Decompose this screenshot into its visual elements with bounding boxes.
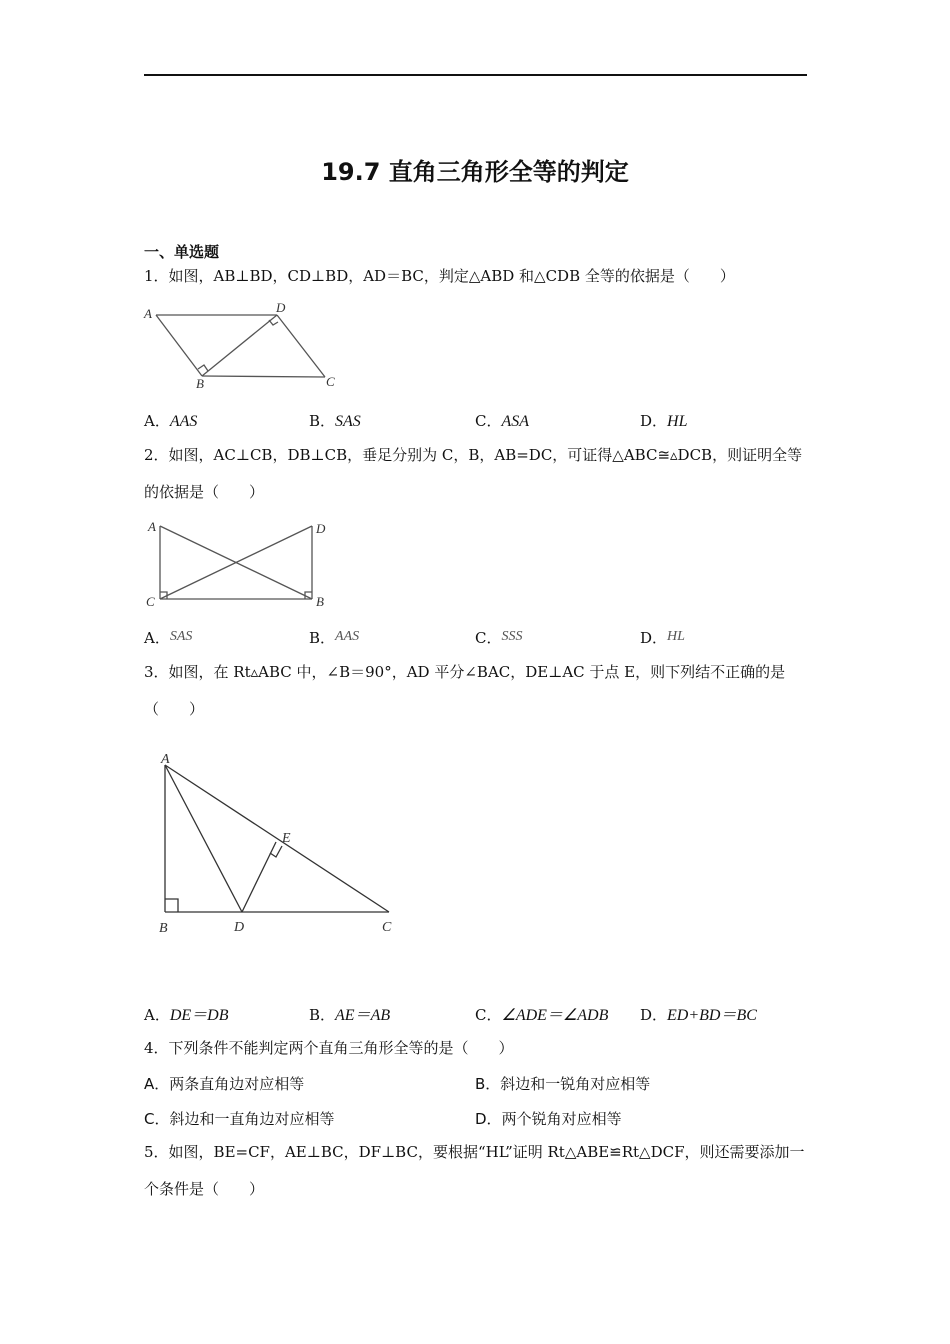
fig1-label-c: C bbox=[326, 374, 335, 389]
question-2-text: 2．如图，AC⊥CB，DB⊥CB，垂足分别为 C，B，AB=DC，可证得△ABC≅▵DCB，则证明全等的依据是（ ） bbox=[144, 446, 803, 501]
question-3 bbox=[144, 654, 806, 728]
fig3-label-b: B bbox=[159, 921, 168, 936]
fig2-label-c: C bbox=[146, 594, 155, 609]
option-1c[interactable]: C．ASA bbox=[475, 412, 530, 430]
fig1-label-b: B bbox=[196, 376, 204, 390]
header-rule bbox=[144, 74, 807, 76]
fig3-label-d: D bbox=[234, 920, 245, 935]
fig2-label-b: B bbox=[316, 594, 324, 609]
question-2 bbox=[144, 437, 806, 511]
option-3c[interactable]: C．∠ADE＝∠ADB bbox=[475, 1006, 609, 1024]
question-3-text: 3．如图，在 Rt▵ABC 中，∠B＝90°，AD 平分∠BAC，DE⊥AC 于点 E，则下列结不正确的是（ ） bbox=[144, 663, 786, 718]
section-heading: 一、单选题 bbox=[144, 243, 220, 261]
question-5-text: 5．如图，BE=CF，AE⊥BC，DF⊥BC，要根据“HL”证明 Rt△ABE≌Rt△DCF，则还需要添加一个条件是（ ） bbox=[144, 1143, 805, 1198]
question-1-options bbox=[144, 410, 806, 432]
option-1d[interactable]: D．HL bbox=[640, 412, 688, 430]
fig3-label-e: E bbox=[282, 831, 291, 846]
fig2-label-a: A bbox=[148, 519, 156, 534]
option-3a[interactable]: A．DE＝DB bbox=[144, 1006, 229, 1024]
fig3-label-a: A bbox=[161, 752, 170, 767]
question-3-options bbox=[144, 1002, 806, 1024]
option-3b[interactable]: B．AE＝AB bbox=[309, 1006, 391, 1024]
option-1a[interactable]: A．AAS bbox=[144, 412, 198, 430]
option-2c[interactable]: C．SSS bbox=[475, 629, 523, 647]
option-4d[interactable]: D．两个锐角对应相等 bbox=[475, 1110, 622, 1128]
fig3-label-c: C bbox=[382, 920, 392, 935]
option-2b[interactable]: B．AAS bbox=[309, 629, 360, 647]
figure-2 bbox=[142, 515, 342, 611]
question-4 bbox=[144, 1030, 806, 1067]
question-5 bbox=[144, 1134, 806, 1208]
option-1b[interactable]: B．SAS bbox=[309, 412, 361, 430]
question-2-options bbox=[144, 627, 806, 649]
question-1 bbox=[144, 258, 806, 295]
question-4-text: 4．下列条件不能判定两个直角三角形全等的是（ ） bbox=[144, 1039, 514, 1057]
figure-1 bbox=[140, 298, 340, 390]
option-4c[interactable]: C．斜边和一直角边对应相等 bbox=[144, 1110, 335, 1128]
option-4b[interactable]: B．斜边和一锐角对应相等 bbox=[475, 1075, 651, 1093]
fig1-label-a: A bbox=[144, 306, 152, 321]
option-2d[interactable]: D．HL bbox=[640, 629, 685, 647]
figure-3 bbox=[150, 745, 410, 945]
option-3d[interactable]: D．ED+BD＝BC bbox=[640, 1006, 757, 1024]
question-4-options-row2 bbox=[144, 1108, 806, 1130]
fig2-label-d: D bbox=[316, 521, 326, 536]
page-title: 19.7 直角三角形全等的判定 bbox=[321, 158, 629, 186]
option-4a[interactable]: A．两条直角边对应相等 bbox=[144, 1075, 305, 1093]
question-4-options-row1 bbox=[144, 1073, 806, 1095]
option-2a[interactable]: A．SAS bbox=[144, 629, 193, 647]
question-1-text: 1．如图，AB⊥BD，CD⊥BD，AD＝BC，判定△ABD 和△CDB 全等的依据是（ ） bbox=[144, 267, 735, 285]
fig1-label-d: D bbox=[276, 300, 286, 315]
